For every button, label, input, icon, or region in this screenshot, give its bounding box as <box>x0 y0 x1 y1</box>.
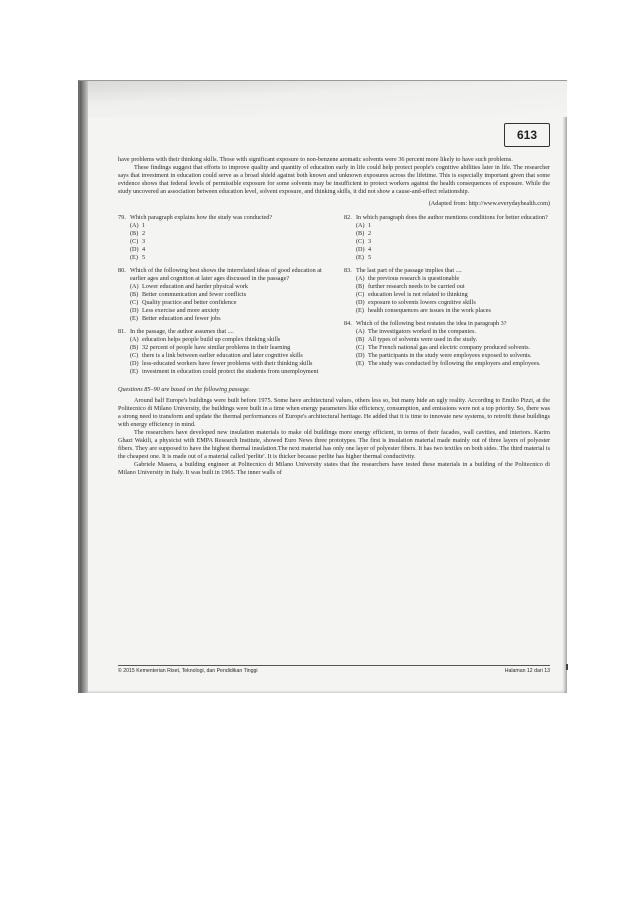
answer-option <box>356 275 550 283</box>
question-number: 84. <box>344 320 352 327</box>
option-letter: (C) <box>130 299 139 306</box>
question-text: In which paragraph does the author mentions conditions for better education? <box>356 214 548 221</box>
option-letter: (A) <box>130 222 139 229</box>
answer-option <box>130 230 324 238</box>
option-text: there is a link between earlier education and later cognitive skills <box>142 352 303 359</box>
answer-option <box>130 283 324 291</box>
option-text: exposure to solvents lowers cognitive skills <box>368 299 476 306</box>
option-letter: (E) <box>356 254 364 261</box>
option-letter: (E) <box>130 254 138 261</box>
option-letter: (C) <box>356 291 365 298</box>
option-text: 4 <box>368 246 372 253</box>
question-number: 80. <box>118 267 126 274</box>
question-item <box>344 320 550 368</box>
option-letter: (D) <box>130 246 139 253</box>
option-text: education level is not related to thinking <box>368 291 468 298</box>
option-letter: (D) <box>130 307 139 314</box>
option-text: education helps people build up complex thinking skills <box>142 336 281 343</box>
intro-paragraph-1: have problems with their thinking skills. Those with significant exposure to non-benzene aromatic solvents were 36 percent more likely to have such problems. <box>118 156 513 163</box>
question-text: Which paragraph explains how the study was conducted? <box>130 214 273 221</box>
answer-option <box>130 307 324 315</box>
option-letter: (C) <box>356 238 365 245</box>
page-number-box <box>504 123 550 147</box>
option-letter: (A) <box>356 222 365 229</box>
source-citation: (Adapted from: http://www.everydayhealth.com) <box>428 200 550 207</box>
answer-options <box>118 283 324 323</box>
answer-option <box>130 246 324 254</box>
option-letter: (D) <box>356 352 365 359</box>
answer-option <box>356 230 550 238</box>
option-text: 2 <box>142 230 146 237</box>
answer-options <box>344 222 550 262</box>
option-text: 1 <box>142 222 146 229</box>
answer-option <box>356 336 550 344</box>
answer-option <box>130 238 324 246</box>
answer-option <box>356 328 550 336</box>
scan-mark <box>566 664 568 670</box>
option-text: Better education and fewer jobs <box>142 315 221 322</box>
option-letter: (A) <box>356 328 365 335</box>
question-text: In the passage, the author assumes that .... <box>130 328 234 335</box>
answer-option <box>130 291 324 299</box>
answer-option <box>130 344 324 352</box>
questions-left-column <box>118 214 324 381</box>
option-letter: (D) <box>130 360 139 367</box>
scanned-page <box>78 80 567 693</box>
answer-options <box>344 328 550 368</box>
question-item <box>344 267 550 315</box>
answer-option <box>130 315 324 323</box>
question-stem <box>118 214 324 222</box>
question-item <box>118 214 324 262</box>
option-text: Less exercise and more anxiety <box>142 307 220 314</box>
option-letter: (D) <box>356 246 365 253</box>
question-text: Which of the following best restates the idea in paragraph 3? <box>356 320 507 327</box>
option-letter: (A) <box>130 283 139 290</box>
option-letter: (C) <box>356 344 365 351</box>
option-letter: (E) <box>130 315 138 322</box>
passage-paragraph-1: Around half Europe's buildings were built before 1975. Some have architectural values, others less so, but many hide an ugly reality. According to Emilio Pizzi, at the Politecnico di Milano University, the buildings were built in a time when energy parameters like efficiency, consumption, and emissions were not a top priority. So, there was a strong need to transform and update the thermal performances of Europe's architectural heritage. He added that it is time to innovate new systems, to retrofit these buildings with energy efficiency in mind. <box>118 397 550 428</box>
option-text: 1 <box>368 222 372 229</box>
option-text: 5 <box>142 254 146 261</box>
section-title: Questions 85–90 are based on the following passage. <box>118 386 251 393</box>
scan-shadow-top <box>80 81 567 117</box>
page-content <box>118 156 550 477</box>
option-letter: (A) <box>130 336 139 343</box>
question-stem <box>118 267 324 283</box>
option-letter: (C) <box>130 352 139 359</box>
question-text: The last part of the passage implies that .... <box>356 267 462 274</box>
option-letter: (B) <box>356 230 365 237</box>
question-stem <box>344 214 550 222</box>
option-letter: (B) <box>130 344 139 351</box>
option-letter: (B) <box>130 230 139 237</box>
option-text: Quality practice and better confidence <box>142 299 237 306</box>
answer-option <box>130 352 324 360</box>
question-item <box>118 267 324 323</box>
answer-option <box>356 222 550 230</box>
question-stem <box>344 320 550 328</box>
answer-options <box>344 275 550 315</box>
answer-option <box>356 238 550 246</box>
question-number: 83. <box>344 267 352 274</box>
page-footer <box>118 665 550 674</box>
answer-option <box>130 336 324 344</box>
answer-option <box>356 283 550 291</box>
answer-option <box>130 222 324 230</box>
option-letter: (B) <box>130 291 139 298</box>
questions-right-column <box>344 214 550 381</box>
option-text: investment in education could protect the students from unemployment <box>142 368 319 375</box>
passage-paragraph-2: The researchers have developed new insulation materials to make old buildings more energy efficient, in terms of their facades, wall cavities, and interiors. Karim Ghazi Wakili, a physicist with EMPA Research Institute, showed Euro News three prototypes. The first is insulation material made mainly out of three layers of polyester fibers. They are supposed to have the highest thermal insulation.The next material has only one layer of polyester fibers. It has two textiles on both sides. The third material is the cheapest one. It is made out of a material called 'perlite'. It is thicker because perlite has higher thermal conductivity. <box>118 429 550 460</box>
intro-paragraph-2: These findings suggest that efforts to improve quality and quantity of education early in life could help protect people's cognitive abilities later in life. The researcher says that investment in education could serve as a broad shield against both known and unknown exposures across the lifetime. This is especially important given that some evidence shows that federal levels of permissible exposure for some solvents may be insufficient to protect workers against the health consequences of exposure. While the study uncovered an association between education level, solvent exposure, and thinking skills, it did not show a cause-and-effect relationship. <box>118 164 550 195</box>
answer-option <box>130 368 324 376</box>
option-text: The participants in the study were employees exposed to solvents. <box>368 352 532 359</box>
option-text: health consequences are issues in the work places <box>368 307 491 314</box>
option-text: 32 percent of people have similar problems in their learning <box>142 344 291 351</box>
question-stem <box>118 328 324 336</box>
option-text: Better communication and fewer conflicts <box>142 291 247 298</box>
option-letter: (E) <box>356 307 364 314</box>
option-text: All types of solvents were used in the study. <box>368 336 478 343</box>
answer-option <box>356 291 550 299</box>
option-letter: (C) <box>130 238 139 245</box>
question-stem <box>344 267 550 275</box>
answer-option <box>356 360 550 368</box>
option-text: The French national gas and electric company produced solvents. <box>368 344 531 351</box>
option-text: 3 <box>368 238 372 245</box>
answer-option <box>130 360 324 368</box>
answer-option <box>356 246 550 254</box>
answer-option <box>356 307 550 315</box>
answer-option <box>356 344 550 352</box>
question-item <box>118 328 324 376</box>
option-text: The study was conducted by following the employers and employees. <box>368 360 541 367</box>
answer-option <box>356 352 550 360</box>
option-text: further research needs to be carried out <box>368 283 465 290</box>
option-letter: (B) <box>356 336 365 343</box>
questions-columns <box>118 214 550 381</box>
answer-option <box>356 299 550 307</box>
option-letter: (A) <box>356 275 365 282</box>
footer-copyright: © 2015 Kementerian Riset, Teknologi, dan Pendidikan Tinggi <box>118 668 258 674</box>
option-text: The investigators worked in the companies. <box>368 328 476 335</box>
option-text: 4 <box>142 246 146 253</box>
scan-shadow-left <box>80 81 88 693</box>
option-text: 2 <box>368 230 372 237</box>
option-letter: (D) <box>356 299 365 306</box>
answer-option <box>130 299 324 307</box>
answer-option <box>356 254 550 262</box>
option-letter: (E) <box>130 368 138 375</box>
question-number: 82. <box>344 214 352 221</box>
option-letter: (E) <box>356 360 364 367</box>
option-text: the previous research is questionable <box>368 275 460 282</box>
option-text: 3 <box>142 238 146 245</box>
answer-option <box>130 254 324 262</box>
question-item <box>344 214 550 262</box>
page-number: 613 <box>516 128 538 142</box>
question-text: Which of the following best shows the interrelated ideas of good education at earlier ages and cognition at later ages discussed in the passage? <box>130 267 322 282</box>
passage-paragraph-3: Gabriele Masera, a building engineer at Politecnico di Milano University states that the researchers have tested these materials in a building of the Politecnico di Milano University in Italy. It was built in 1965. The inner walls of <box>118 461 550 476</box>
answer-options <box>118 222 324 262</box>
option-text: less-educated workers have fewer problems with their thinking skills <box>142 360 313 367</box>
option-text: Lower education and harder physical work <box>142 283 249 290</box>
question-number: 79. <box>118 214 126 221</box>
answer-options <box>118 336 324 376</box>
question-number: 81. <box>118 328 126 335</box>
option-letter: (B) <box>356 283 365 290</box>
footer-page-count: Halaman 12 dari 13 <box>504 668 550 674</box>
option-text: 5 <box>368 254 372 261</box>
